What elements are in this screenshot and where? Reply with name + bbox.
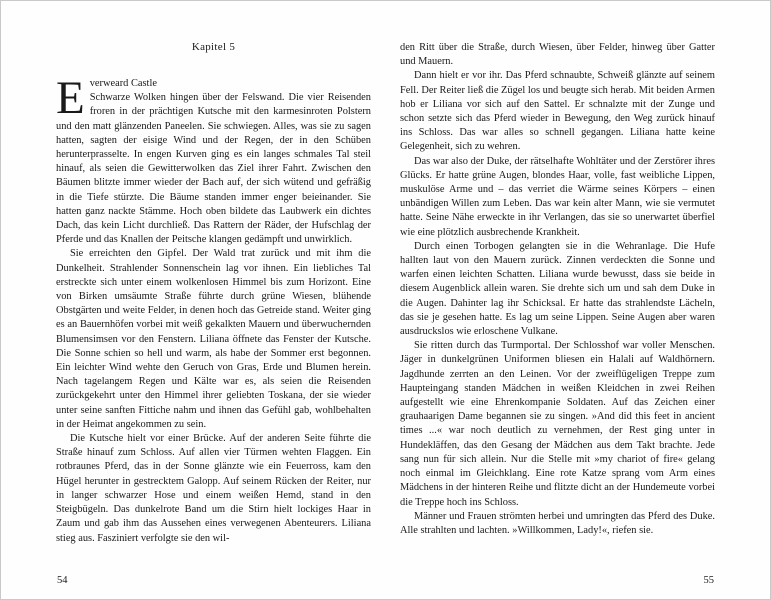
paragraph: Sie ritten durch das Turmportal. Der Schlosshof war voller Menschen. Jäger in dunkelgrünen Uniformen bliesen ein Halali auf Waldhörnern. Jagdhunde zerrten an den Leinen. Vor der zweiflügeligen Treppe zum Haupteingang standen Mädchen in weißen Kleidchen in zwei Reihen aufgestellt wie eine Ehrenkompanie Soldaten. Auf das Zeichen einer grauhaarigen Dame begannen sie zu singen. »And did this feet in ancient times ...« war noch deutlich zu vernehmen, der Rest ging unter in Hundekläffen, das den Gesang der Mädchen aus dem Takt brachte. Jede sang nun für sich allein. Nur die Stelle mit »my chariot of fire« gelang noch einmal im Gleichklang. Eine rote Katze sprang vom Arm eines Mädchens in der hinteren Reihe und flitzte dicht an der Hundemeute vorbei die Treppe hoch ins Schloss. [400, 340, 715, 508]
drop-cap: E [56, 72, 85, 124]
paragraph-text: Schwarze Wolken hingen über der Felswand. Die vier Reisenden froren in der prächtigen Kutsche mit den karmesinroten Polstern und den matt glänzenden Paneelen. Sie schwiegen. Alles, was sie zu sagen hatten, sagten der eisige Wind und der Regen, der in den Schüben herunterprasselte. In engen Kurven ging es ein langes schmales Tal steil hinauf, als seien die Gewitterwolken das Ziel ihrer Fahrt. Zwischen den Bäumen blitzte immer wieder der Bach auf, der sich wütend und gefräßig in die Tiefe stürzte. Die Bäume standen immer enger beieinander. Sie hatten ganz nackte Stämme. Hoch oben bildete das Laubwerk ein dichtes Dach, das kein Licht durchließ. Das Rattern der Räder, der Hufschlag der Pferde und das Knallen der Peitsche klangen gedämpft und unwirklich. [56, 92, 371, 246]
page-left-text [56, 72, 371, 546]
page-left [56, 41, 371, 546]
page-right-text [400, 41, 715, 538]
paragraph: Männer und Frauen strömten herbei und umringten das Pferd des Duke. Alle strahlten und lachten. »Willkommen, Lady!«, riefen sie. [400, 510, 715, 536]
paragraph: Dann hielt er vor ihr. Das Pferd schnaubte, Schweiß glänzte auf seinem Fell. Der Reiter ließ die Zügel los und beugte sich herab. Mit beiden Armen hob er Liliana vor sich auf den Sattel. Er schnalzte mit der Zunge und schon setzte sich das Pferd wieder in Bewegung, den Weg zurück hinauf ins Schloss. Das war alles so schnell gegangen. Liliana hatte keine Gelegenheit, sich zu wehren. [400, 70, 715, 153]
opening-paragraph [56, 72, 371, 247]
pages-container [1, 1, 770, 546]
paragraph: Durch einen Torbogen gelangten sie in die Wehranlage. Die Hufe hallten laut von den Mauern zurück. Zinnen verdeckten die Sonne und warfen einen leichten Schatten. Liliana wurde bewusst, dass sie beide in diesem Augenblick allein waren. Sie drehte sich um und sah dem Duke in die Augen. Dahinter lag ihr Schicksal. Er hatte das strahlendste Lächeln, das sie je gesehen hatte. Es lag um seine Lippen. Seine Augen aber waren ausdruckslos wie erloschene Vulkane. [400, 240, 715, 338]
page-right [400, 41, 715, 546]
page-number-left: 54 [57, 575, 68, 586]
section-title: verweard Castle [89, 78, 157, 89]
chapter-heading: Kapitel 5 [191, 41, 236, 53]
paragraph-continuation: den Ritt über die Straße, durch Wiesen, über Felder, hinweg über Gatter und Mauern. [400, 42, 715, 68]
page-number-right: 55 [703, 575, 714, 586]
paragraph: Sie erreichten den Gipfel. Der Wald trat zurück und mit ihm die Dunkelheit. Strahlender Sonnenschein lag vor ihnen. Ein liebliches Tal erstreckte sich unter einem wolkenlosen Himmel bis zum Horizont. Eine von Birken umsäumte Straße führte durch grüne Wiesen, blühende Obstgärten und weite Felder, in denen hoch das Getreide stand. Weiter ging es an Bauernhöfen vorbei mit weiß gekalkten Mauern und überwuchernden Blumensimsen vor den Fenstern. Liliana öffnete das Fenster der Kutsche. Die Sonne schien so hell und warm, als habe der Sommer erst begonnen. Ein leichter Wind wehte den Geruch von Gras, Erde und Blumen herein. Nach tagelangem Regen und Kälte war es, als seien die Reisenden zurückgekehrt unter den Himmel ihrer geliebten Toskana, der sie wieder unter seine sanften Fittiche nahm und ihnen das Gefühl gab, wohlbehalten in der Heimat angekommen zu sein. [56, 248, 371, 430]
paragraph: Die Kutsche hielt vor einer Brücke. Auf der anderen Seite führte die Straße hinauf zum Schloss. Auf allen vier Türmen wehten Flaggen. Ein rotbraunes Pferd, das in der Sonne glänzte wie ein Feuerross, kam den Hügel herunter in gestrecktem Galopp. Auf seinem Rücken der Reiter, nur in langer schwarzer Hose und einem weißen Hemd, stand in den Steigbügeln. Das dunkelrote Band um die Stirn hielt lockiges Haar in Zaum und gab ihm das Aussehen eines verwegenen Abenteurers. Liliana stieg aus. Fasziniert verfolgte sie den wil- [56, 433, 371, 544]
paragraph: Das war also der Duke, der rätselhafte Wohltäter und der Zerstörer ihres Glücks. Er hatte grüne Augen, blondes Haar, volle, fast weibliche Lippen, muskulöse Arme und – das verriet die Wärme seines Körpers – einen unbändigen Willen zum Leben. Das war kein alter Mann, wie sie vermutet hatte. Seine Nähe erweckte in ihr Verlangen, das sie so unerwartet überfiel wie eine plötzlich ausbrechende Krankheit. [400, 155, 715, 238]
